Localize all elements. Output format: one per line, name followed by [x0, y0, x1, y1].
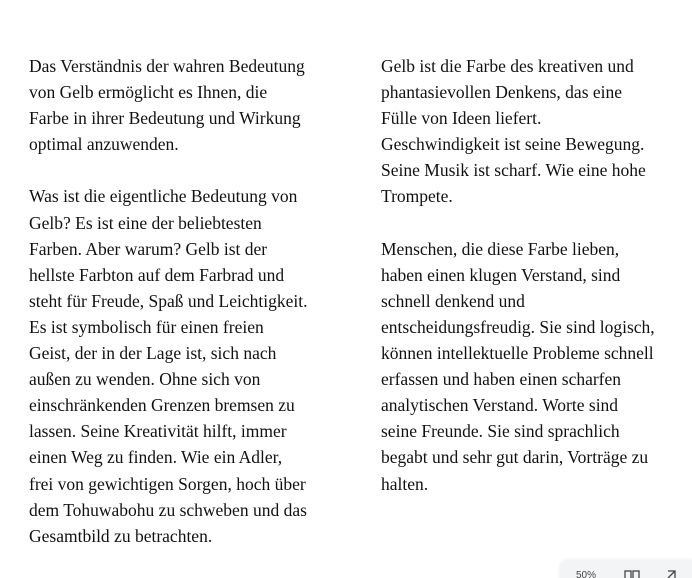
text-line: dem Tohuwabohu zu schweben und das — [29, 499, 307, 520]
text-line: Farbe in ihrer Bedeutung und Wirkung — [29, 108, 301, 129]
text-line: Gelb ist die Farbe des kreativen und — [381, 56, 634, 76]
text-line: Geschwindigkeit ist seine Bewegung. — [381, 134, 645, 155]
text-line: begabt und sehr gut darin, Vorträge zu — [381, 447, 649, 468]
paragraph — [29, 183, 349, 548]
text-line: analytischen Verstand. Worte sind — [381, 395, 619, 416]
text-line: Was ist die eigentliche Bedeutung von — [29, 186, 298, 207]
text-line: seine Freunde. Sie sind sprachlich — [381, 421, 620, 442]
text-line: optimal anzuwenden. — [29, 134, 179, 155]
text-line: von Gelb ermöglicht es Ihnen, die — [29, 82, 268, 103]
text-line: Seine Musik ist scharf. Wie eine hohe — [381, 160, 646, 181]
text-line: haben einen klugen Verstand, sind — [381, 264, 621, 285]
text-line: schnell denkend und — [381, 290, 525, 311]
text-line: frei von gewichtigen Sorgen, hoch über — [29, 473, 306, 494]
text-line: Das Verständnis der wahren Bedeutung — [29, 56, 305, 76]
text-line: hellste Farbton auf dem Farbrad und — [29, 264, 285, 285]
text-line: Geist, der in der Lage ist, sich nach — [29, 343, 277, 364]
right-column — [381, 53, 681, 523]
text-line: außen zu wenden. Ohne sich von — [29, 369, 261, 390]
text-line: Trompete. — [381, 186, 453, 207]
text-line: Fülle von Ideen liefert. — [381, 108, 542, 129]
paragraph — [381, 53, 681, 210]
viewer-toolbar — [560, 560, 692, 578]
text-line: Farben. Aber warum? Gelb ist der — [29, 238, 268, 259]
expand-icon[interactable] — [664, 569, 676, 578]
zoom-level[interactable]: 50% — [576, 570, 597, 578]
paragraph — [29, 53, 349, 157]
text-line: einschränkenden Grenzen bremsen zu — [29, 395, 295, 416]
text-line: Gelb? Es ist eine der beliebtesten — [29, 212, 262, 233]
text-line: einen Weg zu finden. Wie ein Adler, — [29, 447, 283, 468]
paragraph — [381, 236, 681, 497]
text-line: entscheidungsfreudig. Sie sind logisch, — [381, 316, 655, 337]
text-line: können intellektuelle Probleme schnell — [381, 343, 654, 364]
text-line: halten. — [381, 473, 429, 494]
text-line: lassen. Seine Kreativität hilft, immer — [29, 421, 287, 442]
text-line: steht für Freude, Spaß und Leichtigkeit. — [29, 290, 308, 311]
two-page-view-icon[interactable] — [624, 569, 640, 578]
text-line: Es ist symbolisch für einen freien — [29, 316, 264, 337]
text-line: Gesamtbild zu betrachten. — [29, 525, 213, 546]
text-line: erfassen und haben einen scharfen — [381, 369, 622, 390]
left-column — [29, 53, 349, 575]
text-line: Menschen, die diese Farbe lieben, — [381, 238, 620, 259]
text-line: phantasievollen Denkens, das eine — [381, 82, 623, 103]
